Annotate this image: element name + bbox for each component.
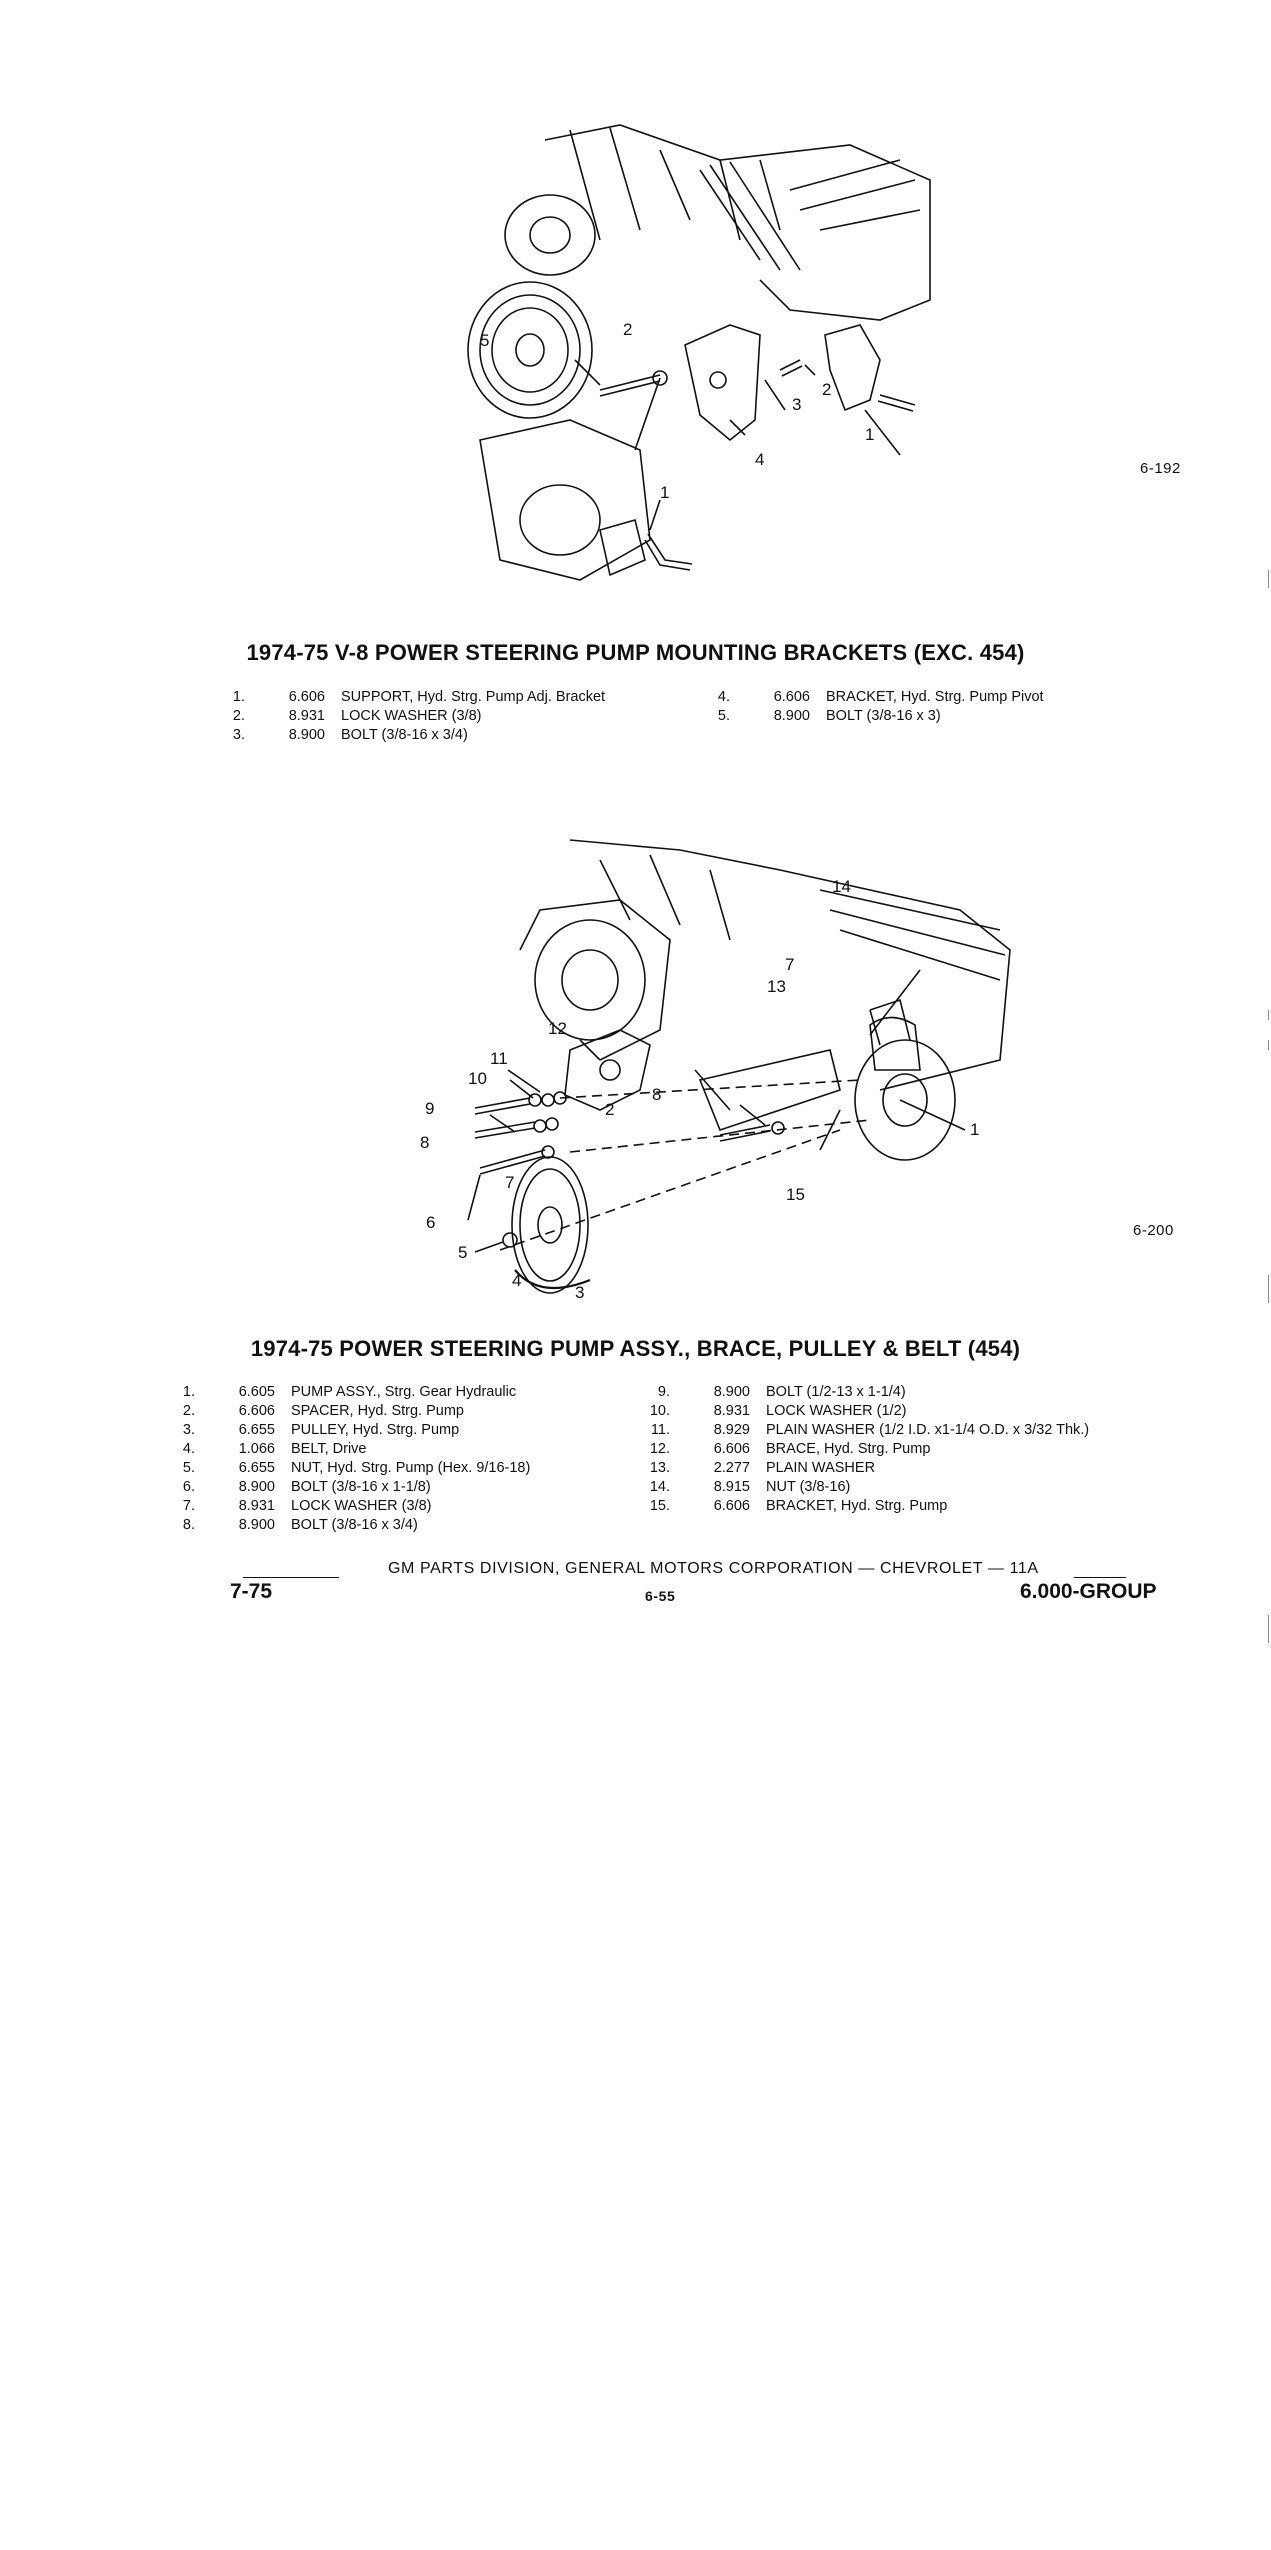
group-code: 8.929 xyxy=(713,1422,750,1438)
part-description: LOCK WASHER (1/2) xyxy=(766,1403,907,1419)
part-number: 3. xyxy=(232,727,245,743)
table-row xyxy=(165,1459,530,1478)
part-description: LOCK WASHER (3/8) xyxy=(291,1498,432,1514)
group-code: 6.606 xyxy=(288,689,325,705)
part-number: 2. xyxy=(232,708,245,724)
table-row xyxy=(215,726,605,745)
footer-group: 6.000-GROUP xyxy=(1020,1580,1157,1603)
part-number: 6. xyxy=(182,1479,195,1495)
part-number: 4. xyxy=(182,1441,195,1457)
table-row xyxy=(640,1402,1089,1421)
group-code: 8.900 xyxy=(238,1479,275,1495)
footer-division: GM PARTS DIVISION, GENERAL MOTORS CORPORATION — CHEVROLET — 11A xyxy=(388,1560,1039,1577)
parts-list-right xyxy=(700,688,1044,726)
table-row xyxy=(640,1421,1089,1440)
part-description: SPACER, Hyd. Strg. Pump xyxy=(291,1403,464,1419)
footer-rule-left xyxy=(243,1577,339,1578)
scan-edge-mark xyxy=(1268,1040,1269,1050)
fig2-callout: 7 xyxy=(505,1173,515,1192)
part-number: 15. xyxy=(649,1498,670,1514)
footer-page-number: 6-55 xyxy=(645,1588,676,1604)
group-code: 6.605 xyxy=(238,1384,275,1400)
part-description: BOLT (3/8-16 x 1-1/8) xyxy=(291,1479,431,1495)
part-number: 7. xyxy=(182,1498,195,1514)
fig2-callout: 6 xyxy=(426,1213,436,1232)
part-number: 4. xyxy=(717,689,730,705)
table-row xyxy=(215,688,605,707)
table-row xyxy=(215,707,605,726)
group-code: 8.900 xyxy=(288,727,325,743)
fig2-callout: 7 xyxy=(785,955,795,974)
table-row xyxy=(640,1497,1089,1516)
figure-number: 6-192 xyxy=(1140,460,1181,477)
footer-rule-right xyxy=(1074,1577,1126,1578)
footer-date: 7-75 xyxy=(230,1580,273,1603)
part-number: 3. xyxy=(182,1422,195,1438)
table-row xyxy=(165,1497,530,1516)
group-code: 6.655 xyxy=(238,1460,275,1476)
table-row xyxy=(165,1402,530,1421)
group-code: 8.900 xyxy=(773,708,810,724)
group-code: 2.277 xyxy=(713,1460,750,1476)
part-description: BRACKET, Hyd. Strg. Pump Pivot xyxy=(826,689,1044,705)
part-description: BOLT (3/8-16 x 3/4) xyxy=(341,727,468,743)
table-row xyxy=(165,1516,530,1535)
table-row xyxy=(165,1478,530,1497)
scan-edge-mark xyxy=(1268,1615,1269,1643)
fig2-callout: 5 xyxy=(458,1243,468,1262)
fig2-callout: 12 xyxy=(548,1019,567,1038)
part-number: 8. xyxy=(182,1517,195,1533)
part-description: SUPPORT, Hyd. Strg. Pump Adj. Bracket xyxy=(341,689,606,705)
fig2-callout: 15 xyxy=(786,1185,805,1204)
part-description: BELT, Drive xyxy=(291,1441,367,1457)
part-description: BOLT (3/8-16 x 3) xyxy=(826,708,941,724)
part-number: 5. xyxy=(717,708,730,724)
group-code: 6.606 xyxy=(713,1441,750,1457)
fig2-callout: 8 xyxy=(420,1133,430,1152)
table-row xyxy=(640,1459,1089,1478)
part-description: PUMP ASSY., Strg. Gear Hydraulic xyxy=(291,1384,517,1400)
part-number: 5. xyxy=(182,1460,195,1476)
fig2-callout: 2 xyxy=(605,1100,615,1119)
group-code: 8.931 xyxy=(713,1403,750,1419)
part-description: BOLT (3/8-16 x 3/4) xyxy=(291,1517,418,1533)
table-row xyxy=(640,1383,1089,1402)
table-row xyxy=(165,1421,530,1440)
group-code: 8.900 xyxy=(713,1384,750,1400)
fig1-callout: 2 xyxy=(822,380,832,399)
part-description: PULLEY, Hyd. Strg. Pump xyxy=(291,1422,460,1438)
figure-6-192-illustration xyxy=(460,120,940,610)
scan-edge-mark xyxy=(1268,1275,1269,1303)
parts-list-right xyxy=(640,1383,1089,1516)
figure-6-200-illustration xyxy=(400,830,1020,1300)
part-number: 10. xyxy=(649,1403,670,1419)
part-number: 1. xyxy=(232,689,245,705)
fig2-callout: 11 xyxy=(490,1049,508,1068)
part-number: 12. xyxy=(649,1441,670,1457)
group-code: 8.915 xyxy=(713,1479,750,1495)
section-title: 1974-75 V-8 POWER STEERING PUMP MOUNTING BRACKETS (EXC. 454) xyxy=(246,640,1025,665)
scan-edge-mark xyxy=(1268,1010,1269,1020)
part-number: 14. xyxy=(649,1479,670,1495)
fig1-callout: 4 xyxy=(755,450,765,469)
table-row xyxy=(700,688,1044,707)
fig2-callout: 3 xyxy=(575,1283,585,1300)
group-code: 8.931 xyxy=(288,708,325,724)
fig2-callout: 4 xyxy=(512,1271,522,1290)
part-description: NUT, Hyd. Strg. Pump (Hex. 9/16-18) xyxy=(291,1460,531,1476)
fig1-callout: 1 xyxy=(865,425,875,444)
fig2-callout: 9 xyxy=(425,1099,435,1118)
part-description: BRACKET, Hyd. Strg. Pump xyxy=(766,1498,948,1514)
table-row xyxy=(640,1440,1089,1459)
fig2-callout: 8 xyxy=(652,1085,662,1104)
parts-list-left xyxy=(215,688,605,745)
table-row xyxy=(165,1383,530,1402)
group-code: 6.655 xyxy=(238,1422,275,1438)
table-row xyxy=(165,1440,530,1459)
part-description: LOCK WASHER (3/8) xyxy=(341,708,482,724)
section-title: 1974-75 POWER STEERING PUMP ASSY., BRACE, PULLEY & BELT (454) xyxy=(250,1336,1021,1361)
table-row xyxy=(640,1478,1089,1497)
part-number: 1. xyxy=(182,1384,195,1400)
part-number: 11. xyxy=(650,1422,670,1438)
group-code: 8.900 xyxy=(238,1517,275,1533)
fig2-callout: 14 xyxy=(832,877,851,896)
part-description: PLAIN WASHER (1/2 I.D. x1-1/4 O.D. x 3/32 Thk.) xyxy=(766,1422,1090,1438)
group-code: 6.606 xyxy=(773,689,810,705)
fig1-callout: 3 xyxy=(792,395,802,414)
group-code: 6.606 xyxy=(713,1498,750,1514)
fig1-callout: 2 xyxy=(623,320,633,339)
parts-list-left xyxy=(165,1383,530,1535)
table-row xyxy=(700,707,1044,726)
part-number: 13. xyxy=(649,1460,670,1476)
fig2-callout: 13 xyxy=(767,977,786,996)
part-description: BOLT (1/2-13 x 1-1/4) xyxy=(766,1384,906,1400)
figure-number: 6-200 xyxy=(1133,1222,1174,1239)
part-description: BRACE, Hyd. Strg. Pump xyxy=(766,1441,931,1457)
part-number: 9. xyxy=(657,1384,670,1400)
fig2-callout: 10 xyxy=(468,1069,487,1088)
fig1-callout: 5 xyxy=(480,331,490,350)
fig1-callout: 1 xyxy=(660,483,670,502)
scan-edge-mark xyxy=(1268,570,1269,588)
part-description: PLAIN WASHER xyxy=(766,1460,876,1476)
group-code: 6.606 xyxy=(238,1403,275,1419)
group-code: 1.066 xyxy=(238,1441,275,1457)
part-description: NUT (3/8-16) xyxy=(766,1479,851,1495)
part-number: 2. xyxy=(182,1403,195,1419)
fig2-callout: 1 xyxy=(970,1120,980,1139)
group-code: 8.931 xyxy=(238,1498,275,1514)
